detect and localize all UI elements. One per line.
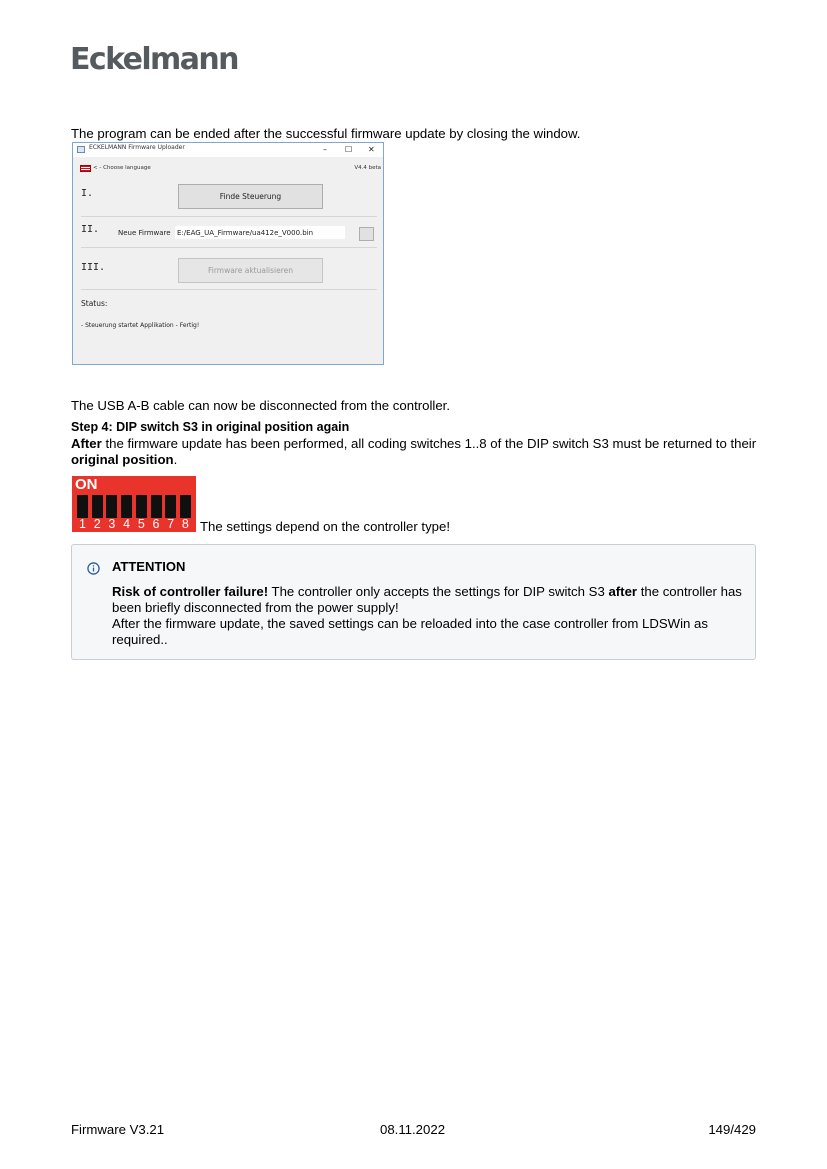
bold-after: After: [71, 436, 102, 451]
step4-period: .: [173, 452, 178, 467]
bold-original-position: original position: [71, 452, 174, 467]
dip-switch-lever: [92, 495, 103, 518]
bold-risk: Risk of controller failure!: [112, 584, 269, 599]
status-text: - Steuerung startet Applikation - Fertig!: [81, 322, 200, 329]
dip-switch-number: 6: [152, 517, 160, 531]
divider: [81, 247, 377, 248]
attention-text-3: After the firmware update, the saved settings can be reloaded into the case controller from LDSWin as required..: [112, 616, 708, 647]
firmware-uploader-screenshot: [72, 142, 384, 365]
step-numeral-1: I.: [81, 188, 94, 199]
footer-date: 08.11.2022: [380, 1122, 446, 1137]
attention-body: [112, 584, 742, 648]
attention-text-2: the controller has been briefly disconnected from the power supply!: [112, 584, 742, 615]
update-firmware-button[interactable]: Firmware aktualisieren: [178, 258, 323, 283]
dip-switch-number: 4: [123, 517, 131, 531]
attention-text-1: The controller only accepts the settings for DIP switch S3: [268, 584, 609, 599]
dip-switch-lever: [165, 495, 176, 518]
attention-box: [71, 544, 756, 660]
footer-firmware-version: Firmware V3.21: [71, 1122, 165, 1137]
find-controller-button[interactable]: Finde Steuerung: [178, 184, 323, 209]
dip-switch-number: 8: [181, 517, 189, 531]
new-firmware-label: Neue Firmware: [118, 229, 171, 237]
divider: [81, 289, 377, 290]
uk-flag-icon[interactable]: [80, 165, 91, 172]
dip-caption: The settings depend on the controller type!: [200, 519, 450, 534]
window-title: ECKELMANN Firmware Uploader: [89, 144, 185, 151]
step4-heading: Step 4: DIP switch S3 in original position again: [71, 420, 350, 434]
dip-switch-lever: [151, 495, 162, 518]
dip-switch-number: 2: [93, 517, 101, 531]
dip-switch-number: 1: [79, 517, 86, 531]
dip-switch-lever: [180, 495, 191, 518]
usb-disconnect-text: The USB A-B cable can now be disconnected from the controller.: [71, 398, 450, 413]
dip-on-label: ON: [75, 476, 98, 493]
step-numeral-3: III.: [81, 262, 106, 273]
dip-switch-number: 7: [167, 517, 175, 531]
dip-switch-lever: [136, 495, 147, 518]
app-icon: [77, 146, 85, 153]
choose-language-label[interactable]: < - Choose language: [93, 165, 151, 171]
status-label: Status:: [81, 299, 108, 308]
dip-switch-lever: [121, 495, 132, 518]
eckelmann-logo: Eckelmann: [70, 42, 238, 77]
bold-after: after: [608, 584, 638, 599]
step4-paragraph: [71, 436, 761, 468]
intro-text: The program can be ended after the successful firmware update by closing the window.: [71, 126, 581, 141]
browse-button[interactable]: [359, 227, 374, 241]
step4-text: the firmware update has been performed, all coding switches 1..8 of the DIP switch S3 must be returned to their: [101, 436, 757, 451]
dip-switch-number: 3: [108, 517, 116, 531]
step-numeral-2: II.: [81, 224, 100, 235]
dip-switch-number: 5: [137, 517, 145, 531]
close-icon[interactable]: ✕: [368, 145, 375, 154]
attention-title: ATTENTION: [112, 559, 186, 574]
dip-switch-lever: [77, 495, 88, 518]
footer-page-number: 149/429: [708, 1122, 756, 1137]
firmware-path-field[interactable]: [175, 226, 345, 239]
minimize-icon[interactable]: –: [323, 145, 327, 154]
dip-switch-image: [72, 476, 196, 532]
info-circle-icon: [87, 562, 100, 575]
maximize-icon[interactable]: ☐: [345, 145, 353, 154]
dip-switch-lever: [106, 495, 117, 518]
divider: [81, 216, 377, 217]
window-titlebar: [73, 143, 383, 157]
version-label: V4.4 beta: [354, 165, 381, 171]
